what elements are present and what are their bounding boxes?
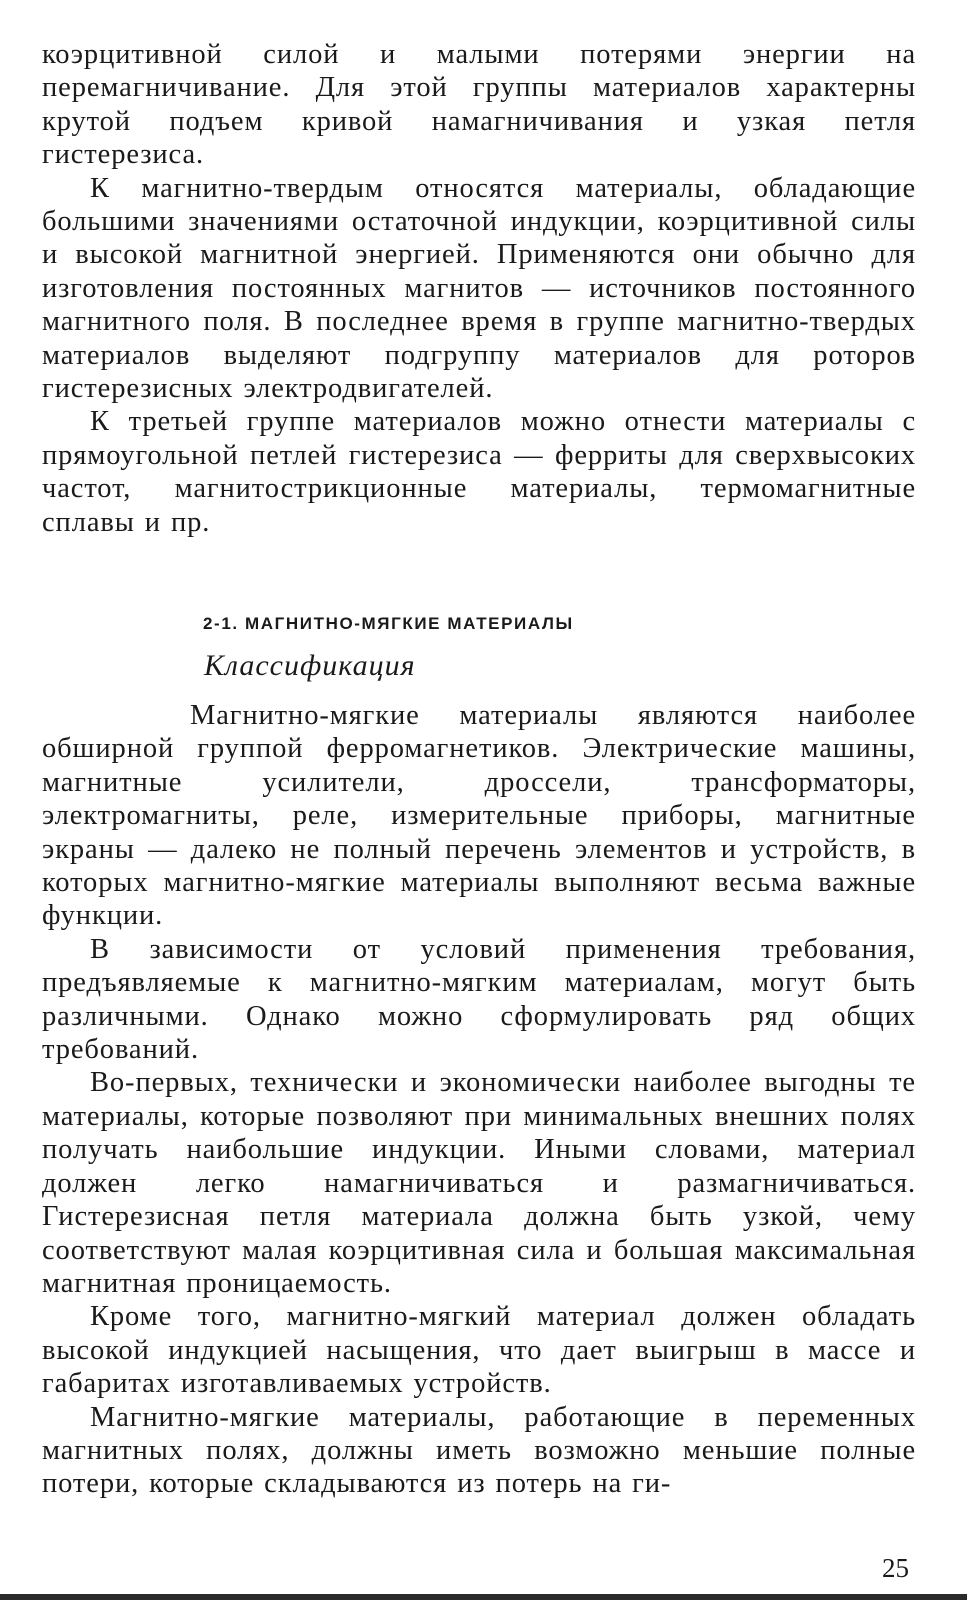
text-block-bottom bbox=[42, 699, 916, 1501]
paragraph: К третьей группе материалов можно отнести материалы с прямоугольной петлей гистерезиса — ферриты для сверхвысоких частот, магнитострикционные материалы, термомагнитные сплавы и пр. bbox=[42, 406, 916, 538]
paragraph: Во-первых, технически и экономически наиболее выгодны те материалы, которые позволяют при минимальных внешних полях получать наибольшие индукции. Иными словами, материал должен легко намагничиваться и размагничиваться. Гистерезисная петля материала должна быть узкой, чему соответствуют малая коэрцитивная сила и большая максимальная магнитная проницаемость. bbox=[42, 1067, 916, 1299]
text-block-top bbox=[42, 38, 916, 539]
paragraph: коэрцитивной силой и малыми потерями энергии на перемагничивание. Для этой группы материалов характерны крутой подъем кривой намагничивания и узкая петля гистерезиса. bbox=[42, 39, 916, 171]
page-number: 25 bbox=[882, 1553, 909, 1583]
paragraph: Магнитно-мягкие материалы, работающие в переменных магнитных полях, должны иметь возможно меньшие полные потери, которые складываются из потерь на ги- bbox=[42, 1401, 916, 1500]
paragraph: В зависимости от условий применения требования, предъявляемые к магнитно-мягким материалам, могут быть различными. Однако можно сформулировать ряд общих требований. bbox=[42, 933, 916, 1066]
paragraph: Магнитно-мягкие материалы являются наиболее обширной группой ферромагнетиков. Электрические машины, магнитные усилители, дроссели, трансформаторы, электромагниты, реле, измерительные приборы, магнитные экраны — далеко не полный перечень элементов и устройств, в которых магнитно-мягкие материалы выполняют весьма важные функции. bbox=[42, 700, 916, 932]
paragraph: Кроме того, магнитно-мягкий материал должен обладать высокой индукцией насыщения, что дает выигрыш в массе и габаритах изготавливаемых устройств. bbox=[42, 1301, 916, 1400]
bottom-edge-bar bbox=[0, 1594, 967, 1600]
paragraph: К магнитно-твердым относятся материалы, обладающие большими значениями остаточной индукции, коэрцитивной силы и высокой магнитной энергией. Применяются они обычно для изготовления постоянных магнитов — источников постоянного магнитного поля. В последнее время в группе магнитно-твердых материалов выделяют подгруппу материалов для роторов гистерезисных электродвигателей. bbox=[42, 172, 916, 405]
subsection-heading: Классификация bbox=[204, 649, 416, 682]
section-heading: 2-1. МАГНИТНО-МЯГКИЕ МАТЕРИАЛЫ bbox=[203, 614, 574, 633]
